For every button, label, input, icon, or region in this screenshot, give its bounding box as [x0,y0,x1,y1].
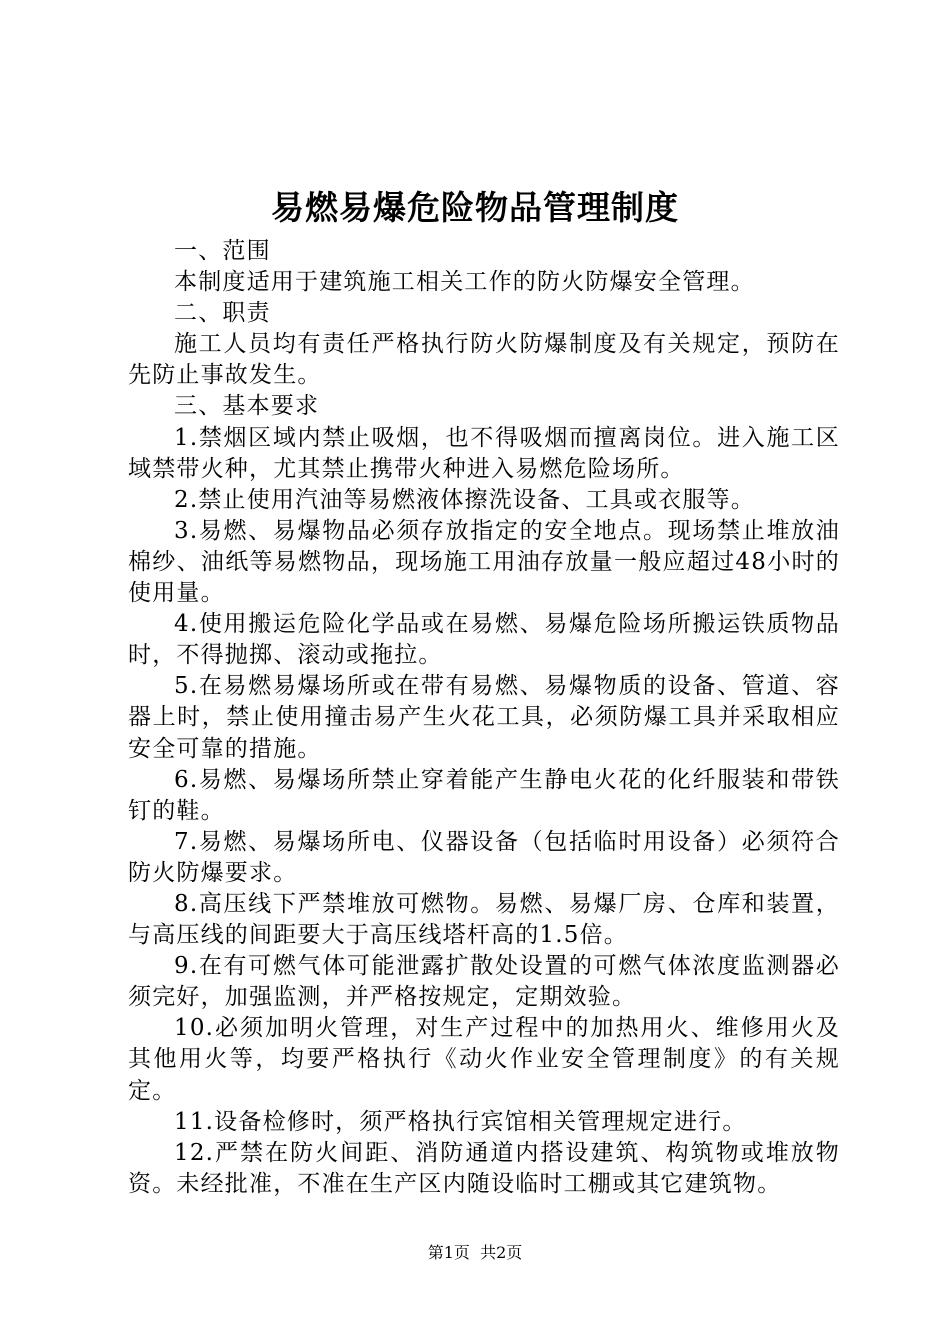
page-footer [0,1243,950,1263]
paragraph: 12.严禁在防火间距、消防通道内搭设建筑、构筑物或堆放物资。未经批准，不准在生产区内随设临时工棚或其它建筑物。 [128,1139,840,1197]
page-number: 第1页 [427,1243,470,1262]
document-body [128,236,840,1200]
paragraph: 4.使用搬运危险化学品或在易燃、易爆危险场所搬运铁质物品时，不得抛掷、滚动或拖拉。 [128,611,840,669]
page-total: 共2页 [480,1243,523,1262]
paragraph: 2.禁止使用汽油等易燃液体擦洗设备、工具或衣服等。 [174,486,755,513]
section-heading: 一、范围 [174,238,271,264]
paragraph: 7.易燃、易爆场所电、仪器设备（包括临时用设备）必须符合防火防爆要求。 [128,828,840,886]
section-heading: 二、职责 [174,300,271,327]
paragraph: 5.在易燃易爆场所或在带有易燃、易爆物质的设备、管道、容器上时，禁止使用撞击易产生火花工具，必须防爆工具并采取相应安全可靠的措施。 [128,673,840,762]
paragraph: 6.易燃、易爆场所禁止穿着能产生静电火花的化纤服装和带铁钉的鞋。 [128,766,840,824]
paragraph: 8.高压线下严禁堆放可燃物。易燃、易爆厂房、仓库和装置，与高压线的间距要大于高压线塔杆高的1.5倍。 [128,890,840,949]
paragraph: 1.禁烟区域内禁止吸烟，也不得吸烟而擅离岗位。进入施工区域禁带火种，尤其禁止携带火种进入易燃危险场所。 [128,424,840,482]
paragraph: 10.必须加明火管理，对生产过程中的加热用火、维修用火及其他用火等，均要严格执行《动火作业安全管理制度》的有关规定。 [128,1015,840,1104]
section-heading: 三、基本要求 [174,393,320,420]
paragraph: 施工人员均有责任严格执行防火防爆制度及有关规定，预防在先防止事故发生。 [128,331,840,389]
document-title: 易燃易爆危险物品管理制度 [271,188,679,227]
paragraph: 9.在有可燃气体可能泄露扩散处设置的可燃气体浓度监测器必须完好，加强监测，并严格按规定，定期效验。 [128,953,840,1011]
paragraph: 本制度适用于建筑施工相关工作的防火防爆安全管理。 [174,269,755,296]
paragraph: 3.易燃、易爆物品必须存放指定的安全地点。现场禁止堆放油棉纱、油纸等易燃物品，现场施工用油存放量一般应超过48小时的使用量。 [128,517,840,607]
paragraph: 11.设备检修时，须严格执行宾馆相关管理规定进行。 [174,1108,747,1135]
